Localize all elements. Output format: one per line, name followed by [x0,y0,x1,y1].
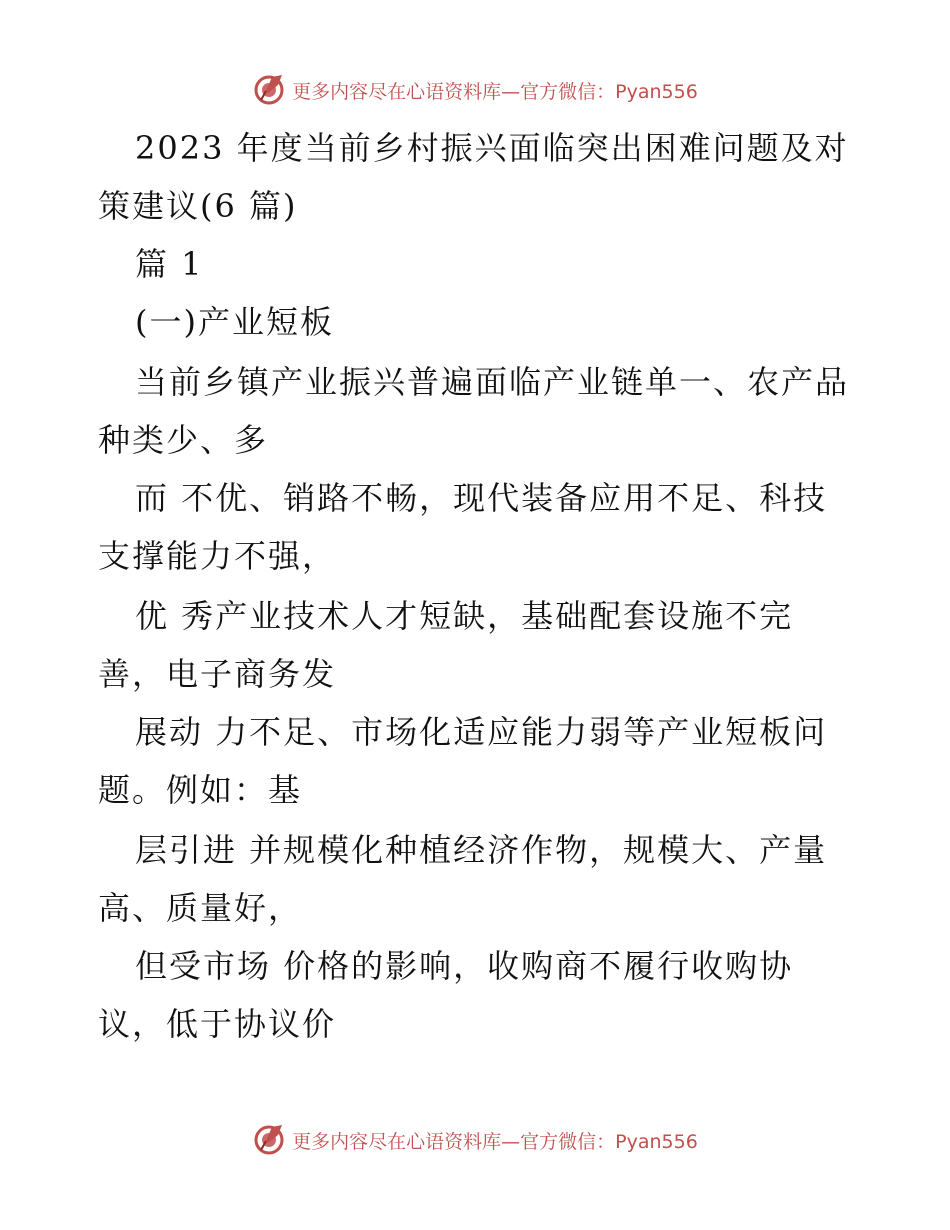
quill-seal-icon [252,1123,286,1157]
footer-watermark-banner [0,1120,950,1160]
paragraph-line: 议，低于协议价 [98,1005,337,1043]
document-title-line-1: 2023 年度当前乡村振兴面临突出困难问题及对 [135,129,849,167]
footer-watermark-content [252,1123,698,1157]
paragraph-line: 高、质量好， [98,889,303,927]
section-heading: (一)产业短板 [135,303,334,341]
footer-watermark-text: 更多内容尽在心语资料库—官方微信：Pyan556 [292,1130,698,1153]
paragraph-line: 优 秀产业技术人才短缺，基础配套设施不完 [135,597,794,635]
paragraph-line: 题。例如：基 [98,771,303,809]
paragraph-line: 支撑能力不强， [98,537,337,575]
document-title-line-2: 策建议(6 篇) [98,187,298,225]
header-watermark-text: 更多内容尽在心语资料库—官方微信：Pyan556 [292,80,698,103]
paragraph-line: 展动 力不足、市场化适应能力弱等产业短板问 [135,713,828,751]
paragraph-line: 种类少、多 [98,421,269,459]
quill-seal-icon [252,73,286,107]
paragraph-line: 而 不优、销路不畅，现代装备应用不足、科技 [135,479,828,517]
paragraph-line: 当前乡镇产业振兴普遍面临产业链单一、农产品 [135,363,850,401]
paragraph-line: 层引进 并规模化种植经济作物，规模大、产量 [135,831,828,869]
article-label: 篇 1 [135,245,204,283]
header-watermark-content [252,73,698,107]
header-watermark-banner [0,70,950,110]
paragraph-line: 善，电子商务发 [98,655,337,693]
paragraph-line: 但受市场 价格的影响，收购商不履行收购协 [135,947,794,985]
